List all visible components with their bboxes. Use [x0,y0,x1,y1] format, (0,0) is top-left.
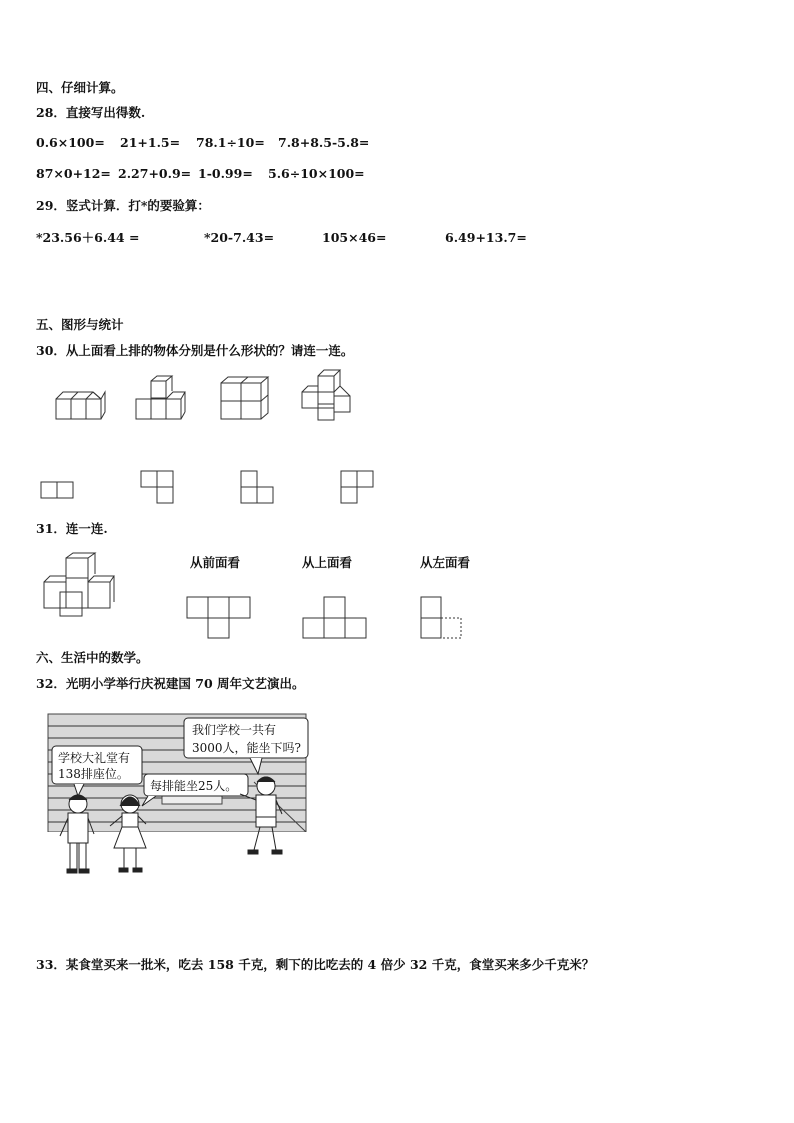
q28-expr: 5.6÷10×100= [268,166,365,181]
q28-title: 28．直接写出得数. [36,105,146,120]
section-6-heading: 六、生活中的数学。 [36,650,149,665]
q30-cube-figure-a [55,378,107,422]
q28-expr: 87×0+12= [36,166,111,181]
q31-view-shape-2 [302,596,368,640]
q31-view-label-front: 从前面看 [190,555,241,570]
q28-expr: 2.27+0.9= [118,166,192,181]
q32-illustration [44,712,310,878]
q30-cube-figure-b [135,374,187,422]
q30-cube-figure-c [220,376,272,422]
q29-expr: *20-7.43= [204,230,275,245]
bubble-left-line1: 学校大礼堂有 [58,751,131,765]
q32-title: 32．光明小学举行庆祝建国 70 周年文艺演出。 [36,676,305,691]
q30-title: 30．从上面看上排的物体分别是什么形状的？请连一连。 [36,343,354,358]
q28-expr: 7.8+8.5-5.8= [278,135,370,150]
bubble-left-line2: 138排座位。 [58,767,129,781]
q28-expr: 21+1.5= [120,135,181,150]
q30-top-view-shape-3 [240,470,278,508]
q29-expr: *23.56＋6.44 = [36,230,140,245]
section-4-heading: 四、仔细计算。 [36,80,124,95]
q31-view-label-top: 从上面看 [302,555,353,570]
section-5-heading: 五、图形与统计 [36,317,124,332]
q30-top-view-shape-2 [140,470,178,508]
q33-title: 33．某食堂买来一批米，吃去 158 千克，剩下的比吃去的 4 倍少 32 千克，食堂买来多少千克米？ [36,957,595,972]
q30-top-view-shape-1 [40,480,76,500]
q31-solid-figure [40,552,116,618]
q31-view-shape-3 [420,596,464,640]
bubble-right-line1: 我们学校一共有 [192,723,277,737]
q28-expr: 0.6×100= [36,135,105,150]
bubble-right-line2: 3000人，能坐下吗? [192,741,301,755]
q28-expr: 78.1÷10= [196,135,265,150]
q30-top-view-shape-4 [340,470,378,508]
q29-expr: 105×46= [322,230,387,245]
bubble-middle: 每排能坐25人。 [150,779,238,793]
q30-cube-figure-d [298,368,354,422]
q29-expr: 6.49+13.7= [445,230,527,245]
q31-view-label-left: 从左面看 [420,555,471,570]
q29-title: 29．竖式计算．打*的要验算： [36,198,210,213]
q28-expr: 1-0.99= [198,166,253,181]
q31-title: 31．连一连. [36,521,108,536]
q31-view-shape-1 [186,596,252,640]
